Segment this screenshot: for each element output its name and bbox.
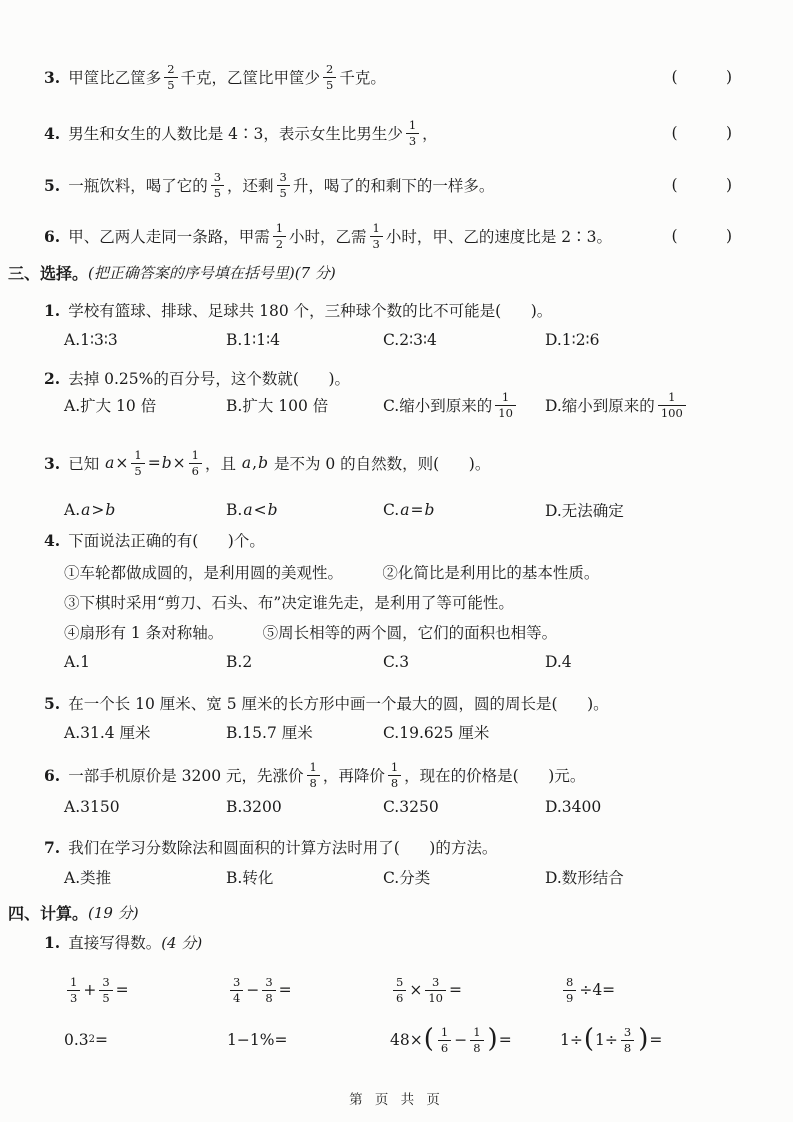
denominator: 3 [370, 236, 383, 252]
fraction [262, 975, 275, 1006]
denominator: 100 [658, 405, 686, 421]
text: C.3250 [383, 798, 439, 816]
expression-1: 0.3 2 = [64, 1031, 109, 1049]
text: D.1∶2∶6 [545, 331, 600, 349]
text: 千克，乙筐比甲筐少 [180, 69, 321, 87]
text: = [498, 1031, 512, 1049]
text: = [649, 1031, 663, 1049]
calc-row-2 [64, 1016, 793, 1064]
text: A.1 [64, 653, 90, 671]
option-D [545, 499, 793, 521]
text: < [253, 501, 267, 519]
text: B.转化 [226, 869, 274, 887]
choice-question-4 [0, 529, 793, 551]
question-number: 7. [44, 837, 61, 857]
text: D.缩小到原来的 [545, 397, 655, 415]
judge-item-5 [0, 165, 793, 205]
text: 小时，乙需 [289, 228, 367, 246]
choice-options-3 [64, 499, 793, 521]
text: 男生和女生的人数比是 4∶3，表示女生比男生少 [68, 125, 403, 143]
numerator: 3 [431, 974, 440, 989]
denominator: 8 [307, 775, 320, 791]
numerator: 1 [134, 447, 142, 462]
text: 小时，甲、乙的速度比是 2∶3。 [385, 228, 613, 246]
statement-text: ①车轮都做成圆的，是利用圆的美观性。 ②化简比是利用比的基本性质。 [64, 564, 600, 582]
judge-item-4 [0, 113, 793, 153]
denominator: 5 [164, 77, 177, 93]
expression-3 [390, 975, 560, 1006]
denominator: 6 [438, 1040, 451, 1056]
text: C.分类 [383, 869, 431, 887]
option-A [64, 798, 226, 816]
text: A.扩大 10 倍 [64, 397, 157, 415]
fraction [189, 448, 202, 479]
text: D.3400 [545, 798, 602, 816]
variable: b [424, 501, 435, 519]
text: B.扩大 100 倍 [226, 397, 329, 415]
answer-bracket: ( ) [671, 176, 733, 194]
text: 去掉 0.25%的百分号，这个数就( )。 [68, 370, 351, 388]
numerator: 3 [623, 1024, 632, 1039]
text: , [252, 454, 258, 472]
variable: a [81, 501, 91, 519]
variable: b [258, 454, 269, 472]
denominator: 8 [621, 1040, 634, 1056]
numerator: 1 [309, 759, 317, 774]
text: 一瓶饮料，喝了它的 [68, 177, 208, 195]
choice-options-7 [64, 866, 793, 888]
judge-item-6 [0, 216, 793, 256]
big-paren: ( [423, 1024, 434, 1054]
option-B [226, 501, 383, 519]
text: 在一个长 10 厘米、宽 5 厘米的长方形中画一个最大的圆，圆的周长是( )。 [68, 695, 609, 713]
choice-question-1 [0, 299, 793, 321]
option-D [545, 331, 793, 349]
option-B [226, 798, 383, 816]
statement-line-1 [0, 561, 793, 583]
statement-line-3 [0, 621, 793, 643]
text: 我们在学习分数除法和圆面积的计算方法时用了( )的方法。 [68, 839, 498, 857]
option-D [545, 653, 793, 671]
text: = [115, 981, 129, 999]
denominator: 5 [99, 990, 112, 1006]
question-text [68, 299, 552, 321]
fraction [370, 221, 383, 252]
numerator: 1 [473, 1024, 481, 1039]
variable: a [241, 454, 252, 472]
numerator: 1 [390, 759, 399, 774]
question-number: 5. [44, 175, 61, 195]
text: = [410, 501, 424, 519]
text: D.无法确定 [545, 502, 624, 520]
text: ， [422, 125, 438, 143]
fraction [230, 975, 243, 1006]
choice-question-3 [0, 441, 793, 485]
fraction [563, 975, 576, 1006]
denominator: 5 [131, 463, 144, 479]
fraction [425, 975, 446, 1006]
option-B [226, 331, 383, 349]
fraction [273, 221, 286, 252]
text: B.1∶1∶4 [226, 331, 280, 349]
fraction [393, 975, 406, 1006]
text: D.数形结合 [545, 869, 624, 887]
text: × [115, 454, 129, 472]
choice-options-2 [64, 383, 793, 427]
text: B. [226, 501, 243, 519]
denominator: 8 [470, 1040, 483, 1056]
choice-section-heading [0, 261, 793, 283]
denominator: 5 [323, 77, 336, 93]
fraction [406, 118, 419, 149]
text: 下面说法正确的有( )个。 [68, 532, 265, 550]
expression-4 [560, 975, 793, 1006]
section-note: (19 分) [88, 903, 139, 922]
text: D.4 [545, 653, 572, 671]
option-B [226, 394, 383, 416]
fraction [307, 760, 320, 791]
option-B [226, 653, 383, 671]
judge-item-3 [0, 57, 793, 97]
numerator: 3 [102, 974, 110, 989]
numerator: 3 [279, 169, 287, 184]
fraction [323, 62, 336, 93]
text: = [448, 981, 462, 999]
text: C.3 [383, 653, 410, 671]
text: 升，喝了的和剩下的一样多。 [292, 177, 495, 195]
text: C.19.625 厘米 [383, 724, 490, 742]
choice-question-5 [0, 692, 793, 714]
calc-row-1 [64, 966, 793, 1014]
numerator: 8 [566, 974, 574, 989]
numerator: 1 [408, 117, 417, 132]
denominator: 6 [189, 463, 202, 479]
text: 48× [390, 1031, 423, 1049]
numerator: 1 [668, 389, 676, 404]
question-number: 4. [44, 123, 61, 143]
question-text [68, 221, 612, 252]
expression-4 [560, 1025, 793, 1056]
answer-bracket: ( ) [671, 124, 733, 142]
answer-bracket: ( ) [671, 68, 733, 86]
choice-options-5 [64, 721, 793, 743]
variable: b [105, 501, 116, 519]
denominator: 4 [230, 990, 243, 1006]
denominator: 8 [388, 775, 401, 791]
option-A [64, 653, 226, 671]
fraction [99, 975, 112, 1006]
question-text [68, 692, 608, 714]
page-footer [0, 1088, 793, 1108]
question-number: 3. [44, 67, 61, 87]
question-text [68, 170, 494, 201]
numerator: 1 [275, 220, 284, 235]
calc-sub-heading [0, 931, 793, 953]
question-text [68, 529, 265, 551]
numerator: 2 [326, 61, 334, 76]
option-C [383, 866, 545, 888]
text: 一部手机原价是 3200 元，先涨价 [68, 767, 304, 785]
option-C [383, 331, 545, 349]
fraction [211, 170, 224, 201]
option-C [383, 798, 545, 816]
question-number: 6. [44, 765, 61, 785]
question-number: 6. [44, 226, 61, 246]
variable: a [400, 501, 410, 519]
text: C. [383, 501, 400, 519]
statement-text: ④扇形有 1 条对称轴。 ⑤周长相等的两个圆，它们的面积也相等。 [64, 624, 558, 642]
option-D [545, 866, 793, 888]
option-A [64, 394, 226, 416]
variable: a [105, 454, 115, 472]
option-A [64, 866, 226, 888]
big-paren: ) [487, 1024, 498, 1054]
expression-2 [227, 975, 390, 1006]
section-title: 三、选择。 [8, 263, 89, 283]
numerator: 1 [501, 389, 510, 404]
section-title: 四、计算。 [8, 903, 89, 923]
choice-options-6 [64, 796, 793, 818]
numerator: 1 [191, 447, 199, 462]
fraction [438, 1025, 451, 1056]
denominator: 3 [406, 133, 419, 149]
numerator: 3 [213, 169, 222, 184]
big-paren: ( [583, 1024, 595, 1054]
text: = [95, 1031, 109, 1049]
denominator: 3 [67, 990, 80, 1006]
denominator: 10 [425, 990, 446, 1006]
fraction [131, 448, 144, 479]
text: ，且 [204, 455, 241, 473]
question-number: 3. [44, 453, 61, 473]
option-A [64, 331, 226, 349]
question-number: 4. [44, 530, 61, 550]
numerator: 1 [440, 1024, 449, 1039]
question-text [68, 836, 497, 858]
option-C [383, 653, 545, 671]
fraction [495, 390, 516, 421]
question-number: 2. [44, 368, 61, 388]
text: A.3150 [64, 798, 120, 816]
option-C [383, 390, 545, 421]
question-text [68, 62, 386, 93]
text: 0.3 [64, 1031, 89, 1049]
text: ，现在的价格是( )元。 [404, 767, 586, 785]
expression-3 [390, 1025, 560, 1056]
big-paren: ) [638, 1024, 649, 1054]
text: ，还剩 [227, 177, 274, 195]
denominator: 9 [563, 990, 576, 1006]
variable: b [267, 501, 278, 519]
denominator: 5 [277, 185, 290, 201]
denominator: 5 [211, 185, 224, 201]
denominator: 8 [262, 990, 275, 1006]
question-number: 1. [44, 932, 61, 952]
choice-options-1 [64, 329, 793, 351]
denominator: 2 [273, 236, 286, 252]
statement-text: ③下棋时采用“剪刀、石头、布”决定谁先走，是利用了等可能性。 [64, 594, 514, 612]
option-B [226, 721, 383, 743]
text: 1÷ [595, 1031, 618, 1049]
numerator: 2 [167, 61, 175, 76]
text: A.类推 [64, 869, 112, 887]
text: B.3200 [226, 798, 282, 816]
fraction [67, 975, 80, 1006]
numerator: 3 [233, 974, 241, 989]
section-note: (把正确答案的序号填在括号里)(7 分) [88, 263, 336, 282]
text: B.15.7 厘米 [226, 724, 313, 742]
text: ÷4= [579, 981, 616, 999]
text: A.31.4 厘米 [64, 724, 151, 742]
option-D [545, 390, 793, 421]
text: C.缩小到原来的 [383, 397, 493, 415]
option-A [64, 721, 226, 743]
text: = [278, 981, 292, 999]
text: − [246, 981, 260, 999]
answer-bracket: ( ) [671, 227, 733, 245]
variable: b [161, 454, 172, 472]
fraction [388, 760, 401, 791]
expression-1 [64, 975, 227, 1006]
text: × [172, 454, 186, 472]
question-text [68, 760, 585, 791]
text: 甲筐比乙筐多 [68, 69, 162, 87]
text: 千克。 [339, 69, 386, 87]
fraction [277, 170, 290, 201]
option-D [545, 798, 793, 816]
text: + [83, 981, 97, 999]
numerator: 3 [265, 974, 273, 989]
question-number: 1. [44, 300, 61, 320]
fraction [164, 62, 177, 93]
expression-2 [227, 1031, 390, 1049]
option-B [226, 866, 383, 888]
calc-section-heading [0, 901, 793, 923]
text: ，再降价 [322, 767, 385, 785]
text: 1−1%= [227, 1031, 288, 1049]
text: A.1∶3∶3 [64, 331, 118, 349]
choice-question-7 [0, 836, 793, 858]
numerator: 1 [372, 220, 380, 235]
fraction [658, 390, 686, 421]
text: 学校有篮球、排球、足球共 180 个，三种球个数的比不可能是( )。 [68, 302, 553, 320]
text: × [409, 981, 423, 999]
numerator: 5 [396, 974, 404, 989]
denominator: 6 [393, 990, 406, 1006]
text: 是不为 0 的自然数，则( )。 [269, 455, 491, 473]
fraction [470, 1025, 483, 1056]
sub-title: 直接写得数。 [68, 934, 162, 952]
choice-question-6 [0, 753, 793, 797]
text: B.2 [226, 653, 253, 671]
variable: a [243, 501, 253, 519]
option-A [64, 501, 226, 519]
choice-options-4 [64, 651, 793, 673]
text: C.2∶3∶4 [383, 331, 437, 349]
text: 已知 [68, 455, 105, 473]
fraction [621, 1025, 634, 1056]
text: A. [64, 501, 81, 519]
question-text [68, 448, 490, 479]
option-C [383, 721, 545, 743]
text: 1÷ [560, 1031, 583, 1049]
denominator: 10 [495, 405, 516, 421]
question-number: 5. [44, 693, 61, 713]
sub-note: (4 分) [161, 933, 203, 952]
text: = [147, 454, 161, 472]
numerator: 1 [70, 974, 78, 989]
text: 甲、乙两人走同一条路，甲需 [68, 228, 270, 246]
statement-line-2 [0, 591, 793, 613]
text: − [454, 1031, 468, 1049]
question-text [68, 118, 438, 149]
text: > [91, 501, 105, 519]
option-C [383, 501, 545, 519]
footer-text: 第 页 共 页 [349, 1092, 444, 1108]
